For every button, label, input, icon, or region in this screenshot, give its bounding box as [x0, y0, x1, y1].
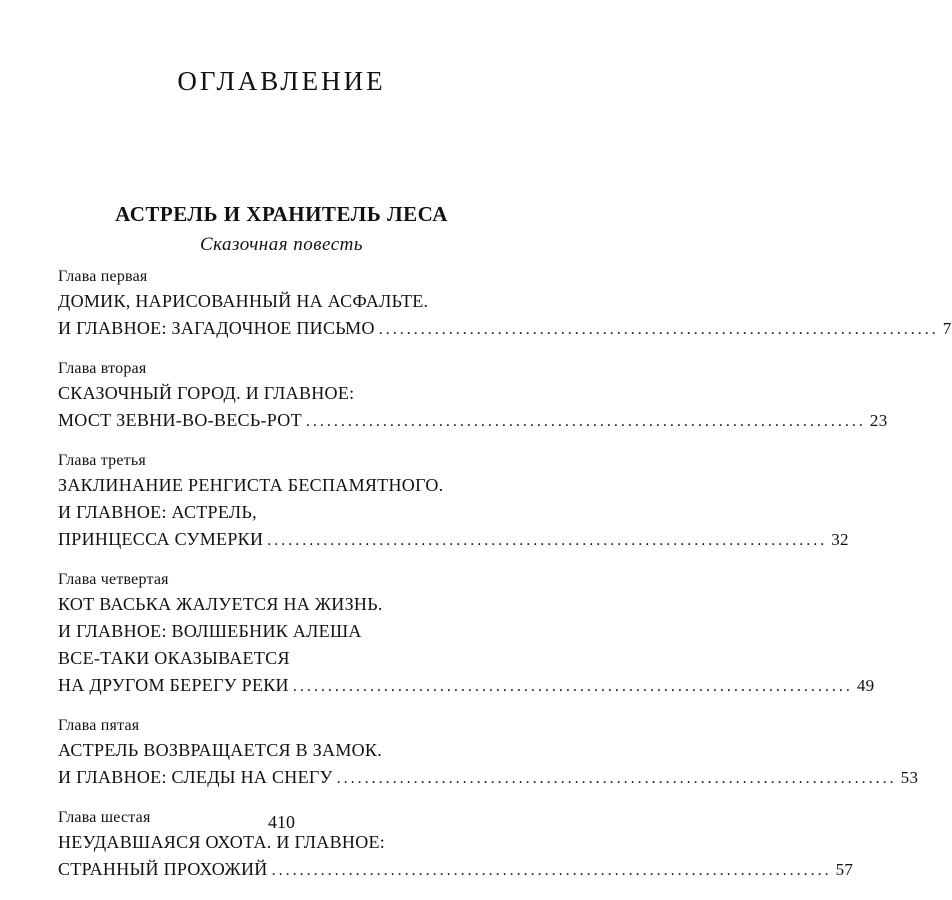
- chapter-title-line: НА ДРУГОМ БЕРЕГУ РЕКИ: [58, 675, 289, 695]
- dot-leader: ................................................................................: [378, 321, 939, 338]
- dot-leader: ................................................................................: [292, 678, 853, 695]
- dot-leader: ................................................................................: [271, 862, 832, 879]
- chapter-title-line: ДОМИК, НАРИСОВАННЫЙ НА АСФАЛЬТЕ.: [58, 291, 429, 311]
- chapter-page-number: 32: [831, 530, 849, 549]
- chapter-label: Глава третья: [58, 452, 146, 469]
- chapter-title-last-line: [58, 764, 919, 791]
- chapter-page-number: 23: [869, 411, 888, 430]
- chapter-title-last-line: [58, 315, 952, 342]
- toc-entry: [58, 266, 952, 342]
- chapter-title-line: ЗАКЛИНАНИЕ РЕНГИСТА БЕСПАМЯТНОГО.: [58, 475, 444, 495]
- chapter-label: Глава четвертая: [58, 571, 169, 588]
- chapter-title-last-line: [58, 526, 849, 553]
- chapter-title-line: КОТ ВАСЬКА ЖАЛУЕТСЯ НА ЖИЗНЬ.: [58, 594, 383, 614]
- chapter-label: Глава шестая: [58, 809, 151, 826]
- chapter-label: Глава пятая: [58, 717, 140, 734]
- chapter-title-line: И ГЛАВНОЕ: СЛЕДЫ НА СНЕГУ: [58, 767, 333, 787]
- chapter-title-last-line: [58, 856, 854, 883]
- chapter-title-line: АСТРЕЛЬ ВОЗВРАЩАЕТСЯ В ЗАМОК.: [58, 740, 383, 760]
- chapter-label: Глава вторая: [58, 360, 147, 377]
- dot-leader: ................................................................................: [267, 532, 828, 549]
- chapter-title-line: МОСТ ЗЕВНИ-ВО-ВЕСЬ-РОТ: [58, 410, 302, 430]
- chapter-page-number: 7: [942, 319, 952, 338]
- chapter-title-line: СКАЗОЧНЫЙ ГОРОД. И ГЛАВНОЕ:: [58, 383, 355, 403]
- chapter-title-line: ПРИНЦЕССА СУМЕРКИ: [58, 529, 264, 549]
- toc-entry: [58, 358, 888, 434]
- toc-entry: [58, 715, 919, 791]
- chapter-title-line: НЕУДАВШАЯСЯ ОХОТА. И ГЛАВНОЕ:: [58, 832, 386, 852]
- dot-leader: ................................................................................: [336, 770, 897, 787]
- chapter-page-number: 49: [856, 676, 875, 695]
- chapter-page-number: 53: [900, 768, 919, 787]
- story-title: АСТРЕЛЬ И ХРАНИТЕЛЬ ЛЕСА: [115, 202, 448, 226]
- chapter-title-last-line: [58, 672, 875, 699]
- toc-entry: [58, 569, 875, 699]
- chapter-title-last-line: [58, 407, 888, 434]
- page-number: 410: [268, 812, 295, 832]
- chapter-title-line: И ГЛАВНОЕ: ВОЛШЕБНИК АЛЕША: [58, 621, 362, 641]
- toc-entry: [58, 450, 849, 553]
- chapter-title-line: СТРАННЫЙ ПРОХОЖИЙ: [58, 859, 268, 879]
- story-subtitle: Сказочная повесть: [199, 234, 364, 255]
- chapter-title-line: ВСЕ-ТАКИ ОКАЗЫВАЕТСЯ: [58, 648, 290, 668]
- dot-leader: ................................................................................: [305, 413, 866, 430]
- chapter-label: Глава первая: [58, 268, 148, 285]
- chapter-title-line: И ГЛАВНОЕ: ЗАГАДОЧНОЕ ПИСЬМО: [58, 318, 375, 338]
- chapter-page-number: 57: [835, 860, 854, 879]
- chapter-title-line: И ГЛАВНОЕ: АСТРЕЛЬ,: [58, 502, 257, 522]
- toc-heading: ОГЛАВЛЕНИЕ: [177, 66, 386, 96]
- table-of-contents: [58, 266, 952, 899]
